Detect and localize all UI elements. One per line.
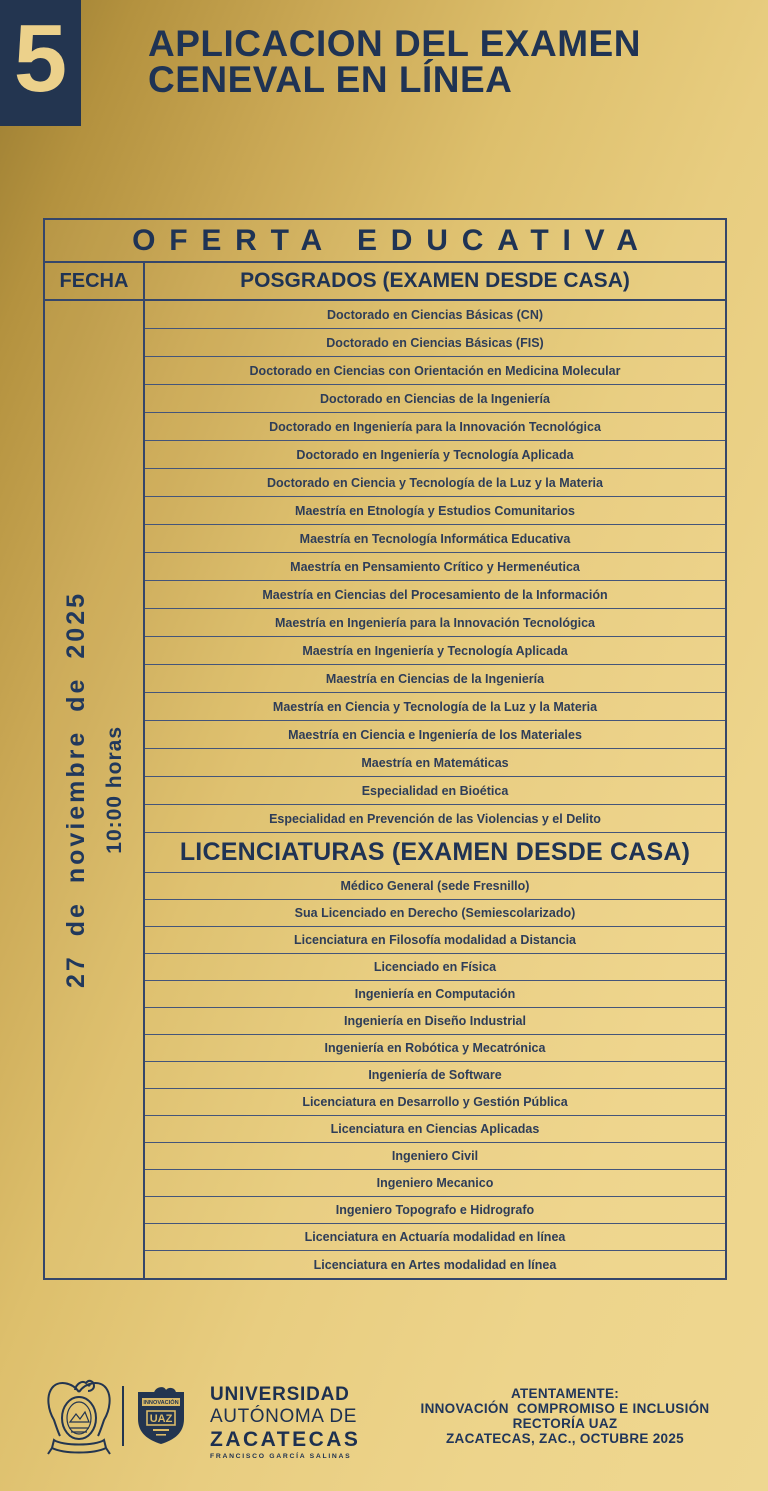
- table-row: Licenciatura en Ciencias Aplicadas: [145, 1116, 725, 1143]
- table-row: Ingeniería en Computación: [145, 981, 725, 1008]
- university-name-line3: ZACATECAS: [210, 1428, 361, 1451]
- closing-block: [400, 1386, 730, 1446]
- table-row: Maestría en Ingeniería y Tecnología Aplicada: [145, 637, 725, 665]
- table-row: Ingeniero Civil: [145, 1143, 725, 1170]
- page-title-line1: APLICACION DEL EXAMEN: [148, 23, 641, 64]
- page-title: [148, 23, 641, 100]
- table-row: Maestría en Pensamiento Crítico y Hermenéutica: [145, 553, 725, 581]
- step-number-badge: [0, 0, 81, 126]
- table-row: Doctorado en Ciencias Básicas (CN): [145, 301, 725, 329]
- fecha-cell: [45, 301, 145, 1278]
- table-row: Ingeniería de Software: [145, 1062, 725, 1089]
- exam-date: 27 de noviembre de 2025: [61, 591, 90, 988]
- table-row: Maestría en Ingeniería para la Innovación Tecnológica: [145, 609, 725, 637]
- closing-line3: RECTORÍA UAZ: [512, 1416, 618, 1431]
- table-row: Maestría en Etnología y Estudios Comunitarios: [145, 497, 725, 525]
- table-caption: OFERTA EDUCATIVA: [45, 220, 725, 263]
- step-number: 5: [13, 5, 68, 112]
- table-row: Sua Licenciado en Derecho (Semiescolarizado): [145, 900, 725, 927]
- exam-time: 10:00 horas: [102, 725, 126, 854]
- table-row: Maestría en Tecnología Informática Educativa: [145, 525, 725, 553]
- university-name-line2: AUTÓNOMA DE: [210, 1406, 358, 1427]
- table-row: Doctorado en Ciencias Básicas (FIS): [145, 329, 725, 357]
- table-row: Licenciatura en Desarrollo y Gestión Pública: [145, 1089, 725, 1116]
- fecha-column-header: FECHA: [45, 263, 145, 299]
- shield-band-label: INNOVACIÓN: [143, 1400, 179, 1407]
- university-coat-of-arms-icon: [42, 1376, 116, 1462]
- university-name-line4: FRANCISCO GARCÍA SALINAS: [210, 1453, 352, 1460]
- table-row: Doctorado en Ingeniería y Tecnología Aplicada: [145, 441, 725, 469]
- closing-line2: INNOVACIÓN COMPROMISO E INCLUSIÓN: [420, 1401, 710, 1416]
- table-row: Maestría en Matemáticas: [145, 749, 725, 777]
- shield-uaz-label: UAZ: [149, 1413, 173, 1425]
- program-rows: [145, 301, 725, 1278]
- table-row: Maestría en Ciencias de la Ingeniería: [145, 665, 725, 693]
- table-row: Especialidad en Prevención de las Violencias y el Delito: [145, 805, 725, 833]
- table-row: Licenciatura en Actuaría modalidad en línea: [145, 1224, 725, 1251]
- table-row: Doctorado en Ingeniería para la Innovación Tecnológica: [145, 413, 725, 441]
- university-name-line1: UNIVERSIDAD: [210, 1384, 350, 1405]
- uaz-shield-logo: [134, 1385, 188, 1447]
- table-row: Licenciatura en Filosofía modalidad a Distancia: [145, 927, 725, 954]
- table-row: Médico General (sede Fresnillo): [145, 873, 725, 900]
- table-row: Ingeniería en Robótica y Mecatrónica: [145, 1035, 725, 1062]
- footer-logo-divider: [122, 1386, 124, 1446]
- posgrados-column-header: POSGRADOS (EXAMEN DESDE CASA): [240, 269, 630, 292]
- table-column-headers: [45, 263, 725, 301]
- page-title-line2: CENEVAL EN LÍNEA: [148, 59, 513, 100]
- table-row: Especialidad en Bioética: [145, 777, 725, 805]
- table-row: Maestría en Ciencia y Tecnología de la Luz y la Materia: [145, 693, 725, 721]
- table-row: Doctorado en Ciencias con Orientación en Medicina Molecular: [145, 357, 725, 385]
- oferta-educativa-table: [43, 218, 727, 1280]
- table-row: Ingeniería en Diseño Industrial: [145, 1008, 725, 1035]
- licenciaturas-section-header: LICENCIATURAS (EXAMEN DESDE CASA): [145, 833, 725, 873]
- table-row: Ingeniero Topografo e Hidrografo: [145, 1197, 725, 1224]
- closing-line1: ATENTAMENTE:: [510, 1386, 620, 1401]
- table-body: [45, 301, 725, 1278]
- table-row: Doctorado en Ciencia y Tecnología de la Luz y la Materia: [145, 469, 725, 497]
- table-row: Licenciado en Física: [145, 954, 725, 981]
- table-row: Maestría en Ciencia e Ingeniería de los Materiales: [145, 721, 725, 749]
- table-row: Doctorado en Ciencias de la Ingeniería: [145, 385, 725, 413]
- university-wordmark: [210, 1385, 360, 1461]
- table-row: Maestría en Ciencias del Procesamiento de la Información: [145, 581, 725, 609]
- table-row: Licenciatura en Artes modalidad en línea: [313, 1257, 557, 1272]
- table-row: Ingeniero Mecanico: [145, 1170, 725, 1197]
- closing-line4: ZACATECAS, ZAC., OCTUBRE 2025: [446, 1431, 684, 1446]
